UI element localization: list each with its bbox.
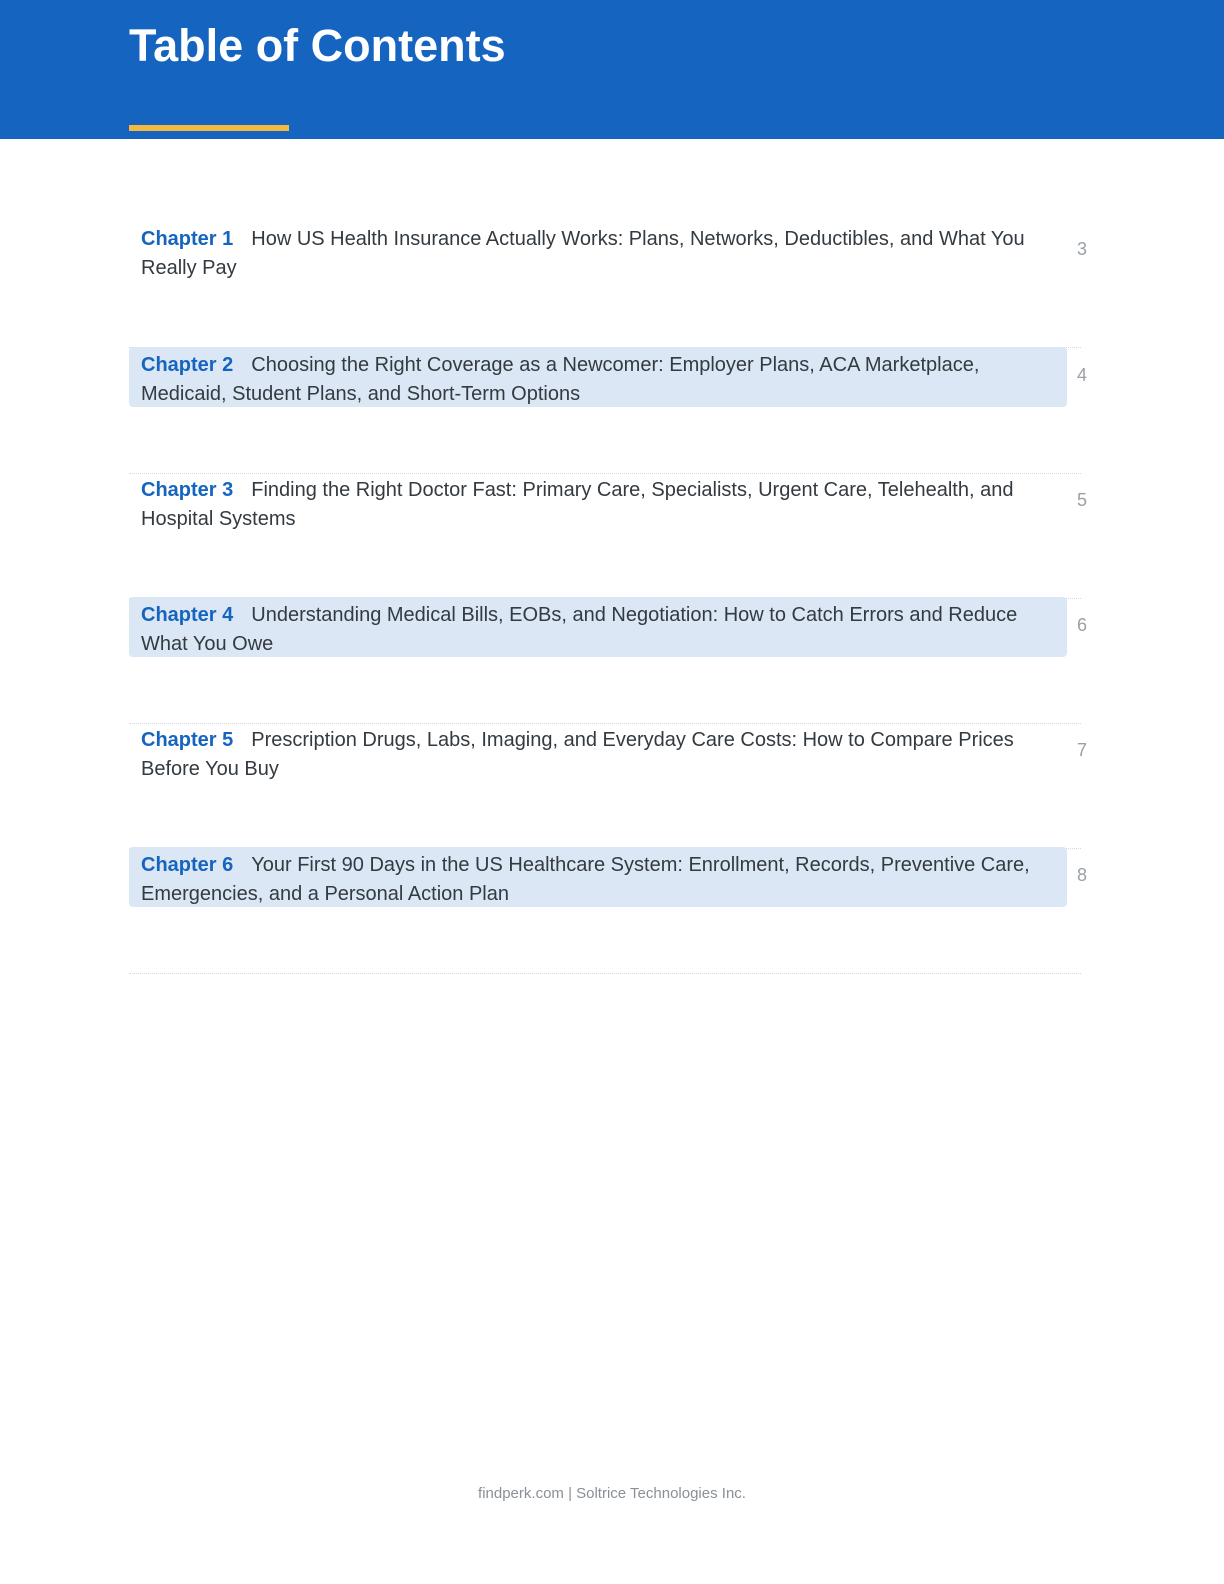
title-accent-bar (129, 125, 289, 131)
toc-entry-chapter-5[interactable] (129, 722, 1095, 849)
page-number: 8 (1076, 865, 1087, 885)
chapter-label: Chapter 5 (141, 729, 234, 751)
page-number: 5 (1076, 490, 1087, 510)
toc-entry-chapter-1[interactable] (129, 221, 1095, 348)
chapter-label: Chapter 2 (141, 354, 234, 376)
chapter-label: Chapter 3 (141, 479, 234, 501)
chapter-title: Choosing the Right Coverage as a Newcomer: Employer Plans, ACA Marketplace, Medicaid, Student Plans, and Short-Term Options (141, 354, 980, 405)
page-number: 7 (1076, 740, 1087, 760)
chapter-title: Understanding Medical Bills, EOBs, and Negotiation: How to Catch Errors and Reduce What You Owe (141, 604, 1018, 655)
toc-entry-chapter-2[interactable] (129, 347, 1095, 474)
chapter-label: Chapter 4 (141, 604, 234, 626)
page-header (0, 0, 1224, 139)
page-footer: findperk.com | Soltrice Technologies Inc. (478, 1485, 746, 1502)
toc-entry-title-box (129, 347, 1067, 407)
page-title: Table of Contents (129, 20, 506, 71)
page-number: 3 (1076, 239, 1087, 259)
toc-entry-chapter-6[interactable] (129, 847, 1095, 974)
toc-entry-chapter-4[interactable] (129, 597, 1095, 724)
page-number: 6 (1076, 615, 1087, 635)
toc-entry-title-box (129, 847, 1067, 907)
toc-entry-title-box (129, 597, 1067, 657)
toc-entry-title-box (129, 472, 1067, 532)
toc-entry-title-box (129, 221, 1067, 281)
chapter-title: Prescription Drugs, Labs, Imaging, and Everyday Care Costs: How to Compare Prices Before You Buy (141, 729, 1014, 780)
chapter-title: Finding the Right Doctor Fast: Primary Care, Specialists, Urgent Care, Telehealth, and Hospital Systems (141, 479, 1014, 530)
chapter-title: How US Health Insurance Actually Works: Plans, Networks, Deductibles, and What You Really Pay (141, 228, 1025, 279)
toc-entry-title-box (129, 722, 1067, 782)
chapter-label: Chapter 6 (141, 854, 234, 876)
toc-entry-chapter-3[interactable] (129, 472, 1095, 599)
page-number: 4 (1076, 365, 1087, 385)
chapter-label: Chapter 1 (141, 228, 234, 250)
chapter-title: Your First 90 Days in the US Healthcare System: Enrollment, Records, Preventive Care, Emergencies, and a Personal Action Plan (141, 854, 1030, 905)
